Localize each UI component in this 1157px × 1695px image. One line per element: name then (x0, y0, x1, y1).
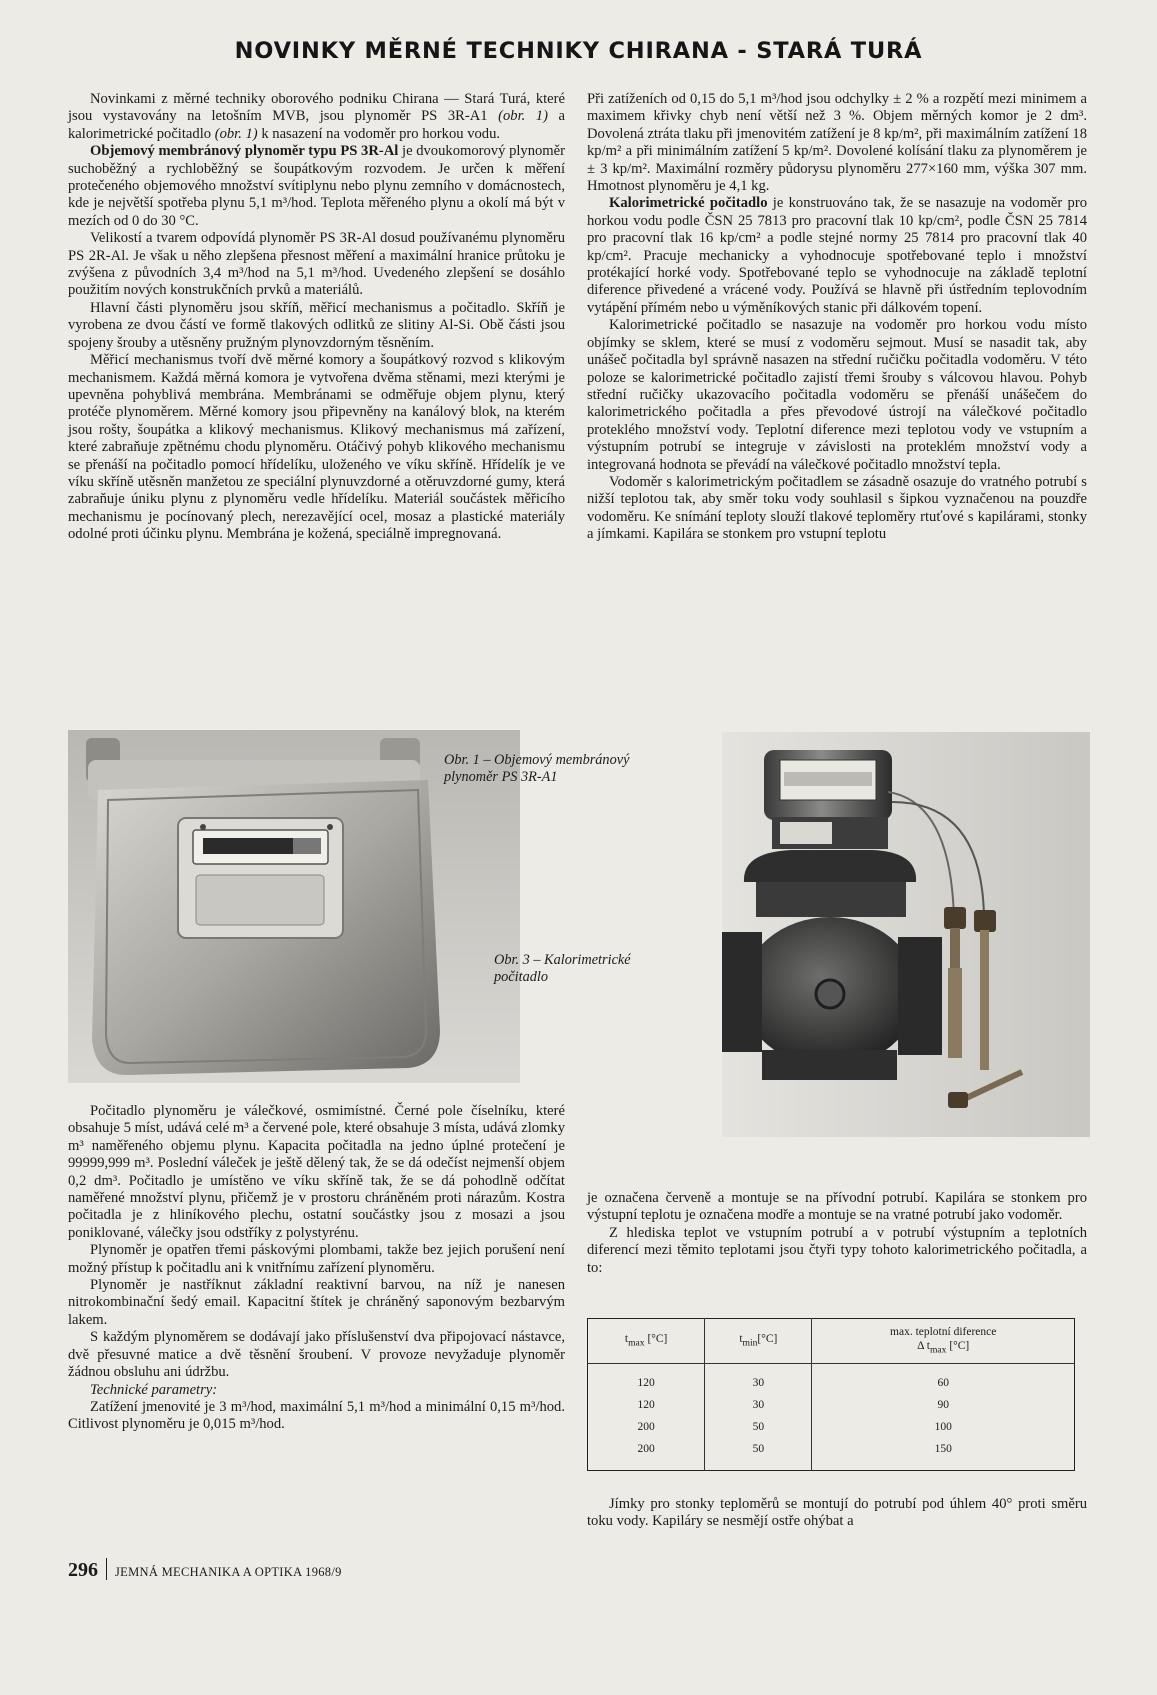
page-footer (68, 1558, 342, 1582)
paragraph: je označena červeně a montuje se na přívodní potrubí. Kapilára se stonkem pro výstupní teplotu je označena modře a montuje se na vratné potrubí jako vodoměr. (587, 1190, 1087, 1224)
paragraph: Jímky pro stonky teploměrů se montují do potrubí pod úhlem 40° proti směru toku vody. Kapiláry se nesmějí ostře ohýbat a (587, 1496, 1087, 1530)
subheading: Technické parametry: (90, 1381, 218, 1398)
left-column-bottom (68, 1103, 565, 1434)
paragraph: Počitadlo plynoměru je válečkové, osmimístné. Černé pole číselníku, které obsahuje 5 míst, udává celé m³ a červené pole, které obsahuje 3 místa, udává zlomky m³ naměřeného objemu plynu. Kapacita počitadla na jedno úplné protečení je 99999,999 m³. Poslední váleček je ještě dělený tak, že se dá odečíst nejmenší objem 0,2 dm³. Počitadlo je umístěno ve víku skříně tak, že se dá pohodlně odčítat naměřené množství plynu, přičemž je v prostoru chráněném proti nárazům. Kostra počitadla je z hliníkového plechu, ostatní součástky jsou z mosazi a jsou poniklované, válečky jsou odstříky z polystyrénu. (68, 1103, 565, 1241)
table-header-row (588, 1319, 1075, 1364)
table-row: 200 50 150 (588, 1438, 1075, 1471)
table-row: 120 30 60 (588, 1364, 1075, 1395)
gas-meter-heading: Objemový membránový plynoměr typu PS 3R-Al (90, 143, 399, 160)
header-tmax: $t_{max}$ [°C] (588, 1319, 705, 1364)
figure-reference: (obr. 1) (214, 125, 258, 142)
paragraph: Plynoměr je opatřen třemi páskovými plombami, takže bez jejich porušení není možný přístup k počitadlu ani k vnitřnímu zařízení plynoměru. (68, 1242, 565, 1276)
page-title: NOVINKY MĚRNÉ TECHNIKY CHIRANA - STARÁ TURÁ (234, 38, 923, 64)
footer-divider (106, 1558, 107, 1580)
figure-3-caption: Obr. 3 – Kalorimetrické počitadlo (494, 952, 631, 985)
right-column-middle (587, 1190, 1087, 1277)
intro-paragraph: Novinkami z měrné techniky oborového podniku Chirana — Stará Turá, které jsou vystavovány na letošním MVB, jsou plynoměr PS 3R-A1 (obr. 1) a kalorimetrické počitadlo (obr. 1) k nasazení na vodoměr pro horkou vodu. (68, 91, 565, 142)
table-row: 200 50 100 (588, 1416, 1075, 1438)
paragraph: Zatížení jmenovité je 3 m³/hod, maximální 5,1 m³/hod a minimální 0,15 m³/hod. Citlivost plynoměru je 0,015 m³/hod. (68, 1398, 565, 1433)
paragraph: Kalorimetrické počitadlo se nasazuje na vodoměr pro horkou vodu místo objímky se sklem, které se musí z vodoměru sejmout. Musí se nasadit tak, aby unášeč počitadla byl správně nasazen na střední ručičku počitadla vodoměru. V této poloze se kalorimetrické počitadlo zajistí třemi šrouby s válcovou hlavou. Pohyb střední ručičky ukazovacího počitadla vodoměru se přenáší unášečem do kalorimetrického počitadla a přes převodové ústrojí na válečkové počitadlo proteklého množství vody. Teplotní diference mezi teplotou vody ve vstupním a výstupním potrubí se integruje v závislosti na proteklém množství vody a integrovaná hodnota se převádí na válečkové počitadlo množství tepla. (587, 317, 1087, 473)
figure-reference: (obr. 1) (498, 108, 548, 125)
right-column-top (587, 91, 1087, 544)
table-row: 120 30 90 (588, 1394, 1075, 1416)
gas-meter-paragraph: Objemový membránový plynoměr typu PS 3R-Al je dvoukomorový plynoměr suchoběžný a rychloběžný se šoupátkovým rozvodem. Je určen k měření protečeného objemového množství svítiplynu nebo plynu zemního v domácnostech, kde je největší spotřeba plynu 5,1 m³/hod. Teplota měřeného plynu a okolí má být v mezích od 0 do 30 °C. (68, 143, 565, 229)
paragraph: Vodoměr s kalorimetrickým počitadlem se zásadně osazuje do vratného potrubí s nižší teplotou tak, aby směr toku vody souhlasil s šipkou vyznačenou na pouzdře vodoměru. Ke snímání teploty slouží tlakové teploměry rtuťové s kapilárami, stonky a jímkami. Kapilára se stonkem pro vstupní teplotu (587, 473, 1087, 543)
temperature-table (587, 1318, 1075, 1471)
paragraph: Při zatíženích od 0,15 do 5,1 m³/hod jsou odchylky ± 2 % a rozpětí mezi minimem a maximem křivky chyb není větší než 3 %. Objem měrných komor je 2 dm³. Dovolená ztráta tlaku při jmenovitém zatížení je 8 kp/m², při maximálním zatížení 18 kp/m² a při minimálním zatížení 5 kp/m². Dovolené kolísání tlaku za plynoměrem je ± 3 kp/m². Maximální rozměry půdorysu plynoměru 277×160 mm, výška 307 mm. Hmotnost plynoměru je 4,1 kg. (587, 91, 1087, 195)
right-column-end (587, 1496, 1087, 1531)
header-diff: max. teplotní diference Δ $t_{max}$ [°C] (812, 1319, 1075, 1364)
paragraph: Měřicí mechanismus tvoří dvě měrné komory a šoupátkový rozvod s klikovým mechanismem. Každá měrná komora je vytvořena dvěma stěnami, mezi kterými je upevněna pohyblivá membrána. Membránami se odměřuje objem plynu, který protéče plynoměrem. Měrné komory jsou připevněny na kanálový blok, na kterém jsou rošty, šoupátka a klikový mechanismus. Klikový mechanismus má zařízení, které zabraňuje zpětnému chodu plynoměru. Otáčivý pohyb klikového mechanismu se přenáší na počitadlo pomocí hřídelíku, uloženého ve víku skříně. Hřídelík je ve víku skříně utěsněn manžetou ze speciální plynuvzdorné a otěruvzdorné gumy, která zabraňuje úniku plynu z plynoměru vedle hřídelíku. Materiál součástek měřicího mechanismu je pocínovaný plech, nerezavějící ocel, mosaz a plastické materiály odolné proti účinku plynu. Membrána je kožená, speciálně impregnovaná. (68, 352, 565, 543)
journal-name: JEMNÁ MECHANIKA A OPTIKA 1968/9 (115, 1565, 342, 1579)
figure-1-caption: Obr. 1 – Objemový membránový plynoměr PS 3R-A1 (444, 752, 630, 785)
header-tmin: $t_{min}[^\circ C]$ (705, 1319, 812, 1364)
left-column-top (68, 91, 565, 544)
page-number: 296 (68, 1559, 98, 1581)
calorimeter-photo (722, 732, 1090, 1137)
calorimeter-heading: Kalorimetrické počitadlo (609, 195, 768, 212)
paragraph: Hlavní části plynoměru jsou skříň, měřicí mechanismus a počitadlo. Skříň je vyrobena ze dvou částí ve formě tlakových odlitků ze slitiny Al-Si. Obě části jsou spojeny šrouby a utěsněny pružným plynovzdorným těsněním. (68, 299, 565, 351)
paragraph: S každým plynoměrem se dodávají jako příslušenství dva připojovací nástavce, dvě přesuvné matice a dvě těsnění šroubení. V provoze nevyžaduje plynoměr žádnou obsluhu ani údržbu. (68, 1329, 565, 1381)
calorimeter-paragraph: Kalorimetrické počitadlo je konstruováno tak, že se nasazuje na vodoměr pro horkou vodu podle ČSN 25 7813 pro pracovní tlak 10 kp/cm², podle ČSN 25 7814 pro pracovní tlak 16 kp/cm² a podle stejné normy 25 7814 pro pracovní tlak 40 kp/cm². Pracuje mechanicky a vyhodnocuje spotřebované teplo i množství protékající horké vody. Spotřebované teplo se vyhodnocuje na základě teplotní diference přivedené a vrácené vody. Používá se hlavně při ústředním teplovodním vytápění přímém nebo u výměníkových stanic při dálkovém topení. (587, 195, 1087, 316)
paragraph: Velikostí a tvarem odpovídá plynoměr PS 3R-Al dosud používanému plynoměru PS 2R-Al. Je však u něho zlepšena přesnost měření a maximální hranice průtoku je zvýšena z původních 3,4 m³/hod na 5,1 m³/hod. Uvedeného zlepšení se dosáhlo použitím nových konstrukčních prvků a materiálů. (68, 230, 565, 299)
paragraph: Plynoměr je nastříknut základní reaktivní barvou, na níž je nanesen nitrokombinační šedý email. Kapacitní štítek je chráněný saponovým bezbarvým lakem. (68, 1277, 565, 1328)
paragraph: Z hlediska teplot ve vstupním potrubí a v potrubí výstupním a teplotních diferencí mezi těmito teplotami jsou čtyři typy tohoto kalorimetrického počitadla, a to: (587, 1224, 1087, 1276)
